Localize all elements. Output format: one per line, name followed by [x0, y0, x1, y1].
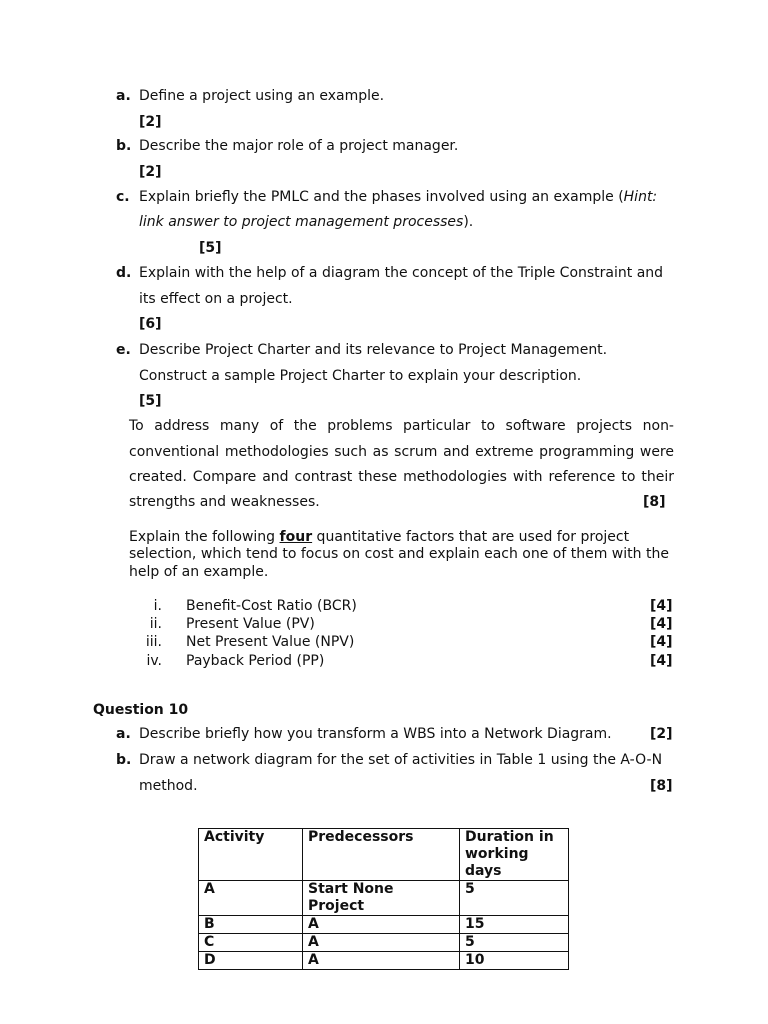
item-c-text2: [139, 214, 473, 230]
activity-table: [198, 828, 569, 970]
q10-b-text2: method.: [139, 778, 198, 794]
factor-3-num: iii.: [145, 634, 162, 650]
table-cell: A: [303, 934, 460, 952]
factor-1-text: Benefit-Cost Ratio (BCR): [186, 598, 357, 614]
q10-b-text: Draw a network diagram for the set of activities in Table 1 using the A-O-N: [139, 752, 663, 768]
para1-marks: [8]: [643, 494, 666, 510]
item-c-close: ).: [463, 214, 474, 230]
item-a-text: Define a project using an example.: [139, 88, 385, 104]
q10-b-label: b.: [116, 752, 132, 768]
item-e-label: e.: [116, 342, 131, 358]
para1-line-4: strengths and weaknesses.: [129, 494, 320, 510]
para1-line-3: created. Compare and contrast these methodologies with reference to their: [129, 469, 674, 485]
item-c-text-pre: Explain briefly the PMLC and the phases involved using an example (: [139, 189, 624, 205]
item-c-hint-text: link answer to project management processes: [139, 214, 464, 230]
item-e-marks: [5]: [139, 393, 162, 409]
q10-a-marks: [2]: [650, 726, 673, 742]
item-c-hint: Hint:: [623, 189, 658, 205]
item-e-text: Describe Project Charter and its relevance to Project Management.: [139, 342, 608, 358]
para2-pre: Explain the following: [129, 529, 280, 545]
table-row: [199, 934, 569, 952]
table-cell: 5: [460, 881, 569, 916]
factor-4-marks: [4]: [650, 653, 673, 669]
table-header-duration-line1: Duration in: [465, 829, 554, 845]
para1-line-2: conventional methodologies such as scrum and extreme programming were: [129, 444, 674, 460]
para2-line-2: selection, which tend to focus on cost and explain each one of them with the: [129, 546, 669, 562]
factor-3-marks: [4]: [650, 634, 673, 650]
item-b-text: Describe the major role of a project manager.: [139, 138, 459, 154]
question-heading: Question 10: [93, 702, 189, 718]
para1-line-1: To address many of the problems particular to software projects non-: [129, 418, 674, 434]
table-cell: C: [199, 934, 303, 952]
table-header-row: [199, 829, 569, 881]
item-c-marks: [5]: [199, 240, 222, 256]
factor-3-text: Net Present Value (NPV): [186, 634, 355, 650]
factor-1-num: i.: [153, 598, 162, 614]
q10-a-text: Describe briefly how you transform a WBS into a Network Diagram.: [139, 726, 612, 742]
table-row: [199, 916, 569, 934]
table-cell: D: [199, 952, 303, 970]
item-c-text: [139, 189, 657, 205]
table-cell: A: [303, 916, 460, 934]
item-a-marks: [2]: [139, 114, 162, 130]
factor-4-num: iv.: [146, 653, 162, 669]
q10-b-marks: [8]: [650, 778, 673, 794]
para2-line-1: [129, 529, 629, 545]
table-header-duration: [460, 829, 569, 881]
item-a-label: a.: [116, 88, 131, 104]
item-c-label: c.: [116, 189, 130, 205]
table-cell: 5: [460, 934, 569, 952]
factor-2-marks: [4]: [650, 616, 673, 632]
item-d-text2: its effect on a project.: [139, 291, 293, 307]
table-header-activity: Activity: [199, 829, 303, 881]
factor-2-num: ii.: [149, 616, 162, 632]
factor-4-text: Payback Period (PP): [186, 653, 325, 669]
item-b-label: b.: [116, 138, 132, 154]
para2-post: quantitative factors that are used for project: [312, 529, 630, 545]
table-cell: 10: [460, 952, 569, 970]
table-cell: A: [199, 881, 303, 916]
table-cell: 15: [460, 916, 569, 934]
item-d-label: d.: [116, 265, 132, 281]
item-e-text2: Construct a sample Project Charter to explain your description.: [139, 368, 582, 384]
table-header-duration-line2: working days: [465, 846, 529, 879]
table-header-predecessors: Predecessors: [303, 829, 460, 881]
table-row: [199, 881, 569, 916]
table-cell: Start None Project: [303, 881, 460, 916]
table-cell: A: [303, 952, 460, 970]
para2-emphasis: four: [279, 529, 313, 545]
item-d-marks: [6]: [139, 316, 162, 332]
q10-a-label: a.: [116, 726, 131, 742]
table-row: [199, 952, 569, 970]
item-b-marks: [2]: [139, 164, 162, 180]
factor-1-marks: [4]: [650, 598, 673, 614]
factor-2-text: Present Value (PV): [186, 616, 315, 632]
table-cell: B: [199, 916, 303, 934]
para2-line-3: help of an example.: [129, 564, 269, 580]
item-d-text: Explain with the help of a diagram the concept of the Triple Constraint and: [139, 265, 664, 281]
